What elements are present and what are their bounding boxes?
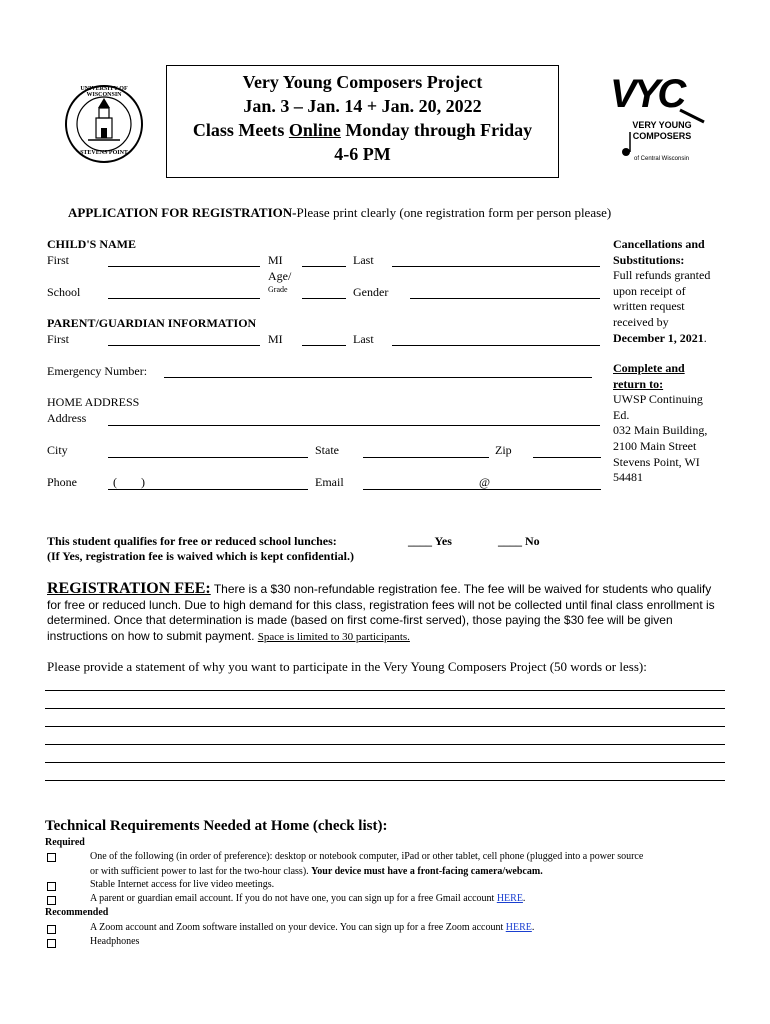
address-field[interactable] — [108, 425, 600, 426]
req3-text: A parent or guardian email account. If you do not have one, you can sign up for a free Gmail account HERE. — [90, 893, 526, 904]
statement-prompt: Please provide a statement of why you want to participate in the Very Young Composers Project (50 words or less): — [47, 659, 647, 674]
cancellations-box — [613, 237, 738, 346]
cancel-title-1: Cancellations and — [613, 237, 705, 251]
child-mi-label: MI — [268, 253, 283, 267]
phone-label: Phone — [47, 475, 77, 489]
parent-last-field[interactable] — [392, 345, 600, 346]
rec2-checkbox[interactable] — [47, 939, 56, 948]
return-line-4: 2100 Main Street — [613, 438, 697, 453]
registration-fee-body: There is a $30 non-refundable registration fee. The fee will be waived for students who qualify for free or reduced lunch. Due to high demand for this class, registration fees will not be collected until final class enrollment is determined. Once that determination is made (based on first come-first served), those paying the $30 fee will be given instructions on how to submit payment. — [47, 582, 715, 643]
seal-top-text: UNIVERSITY OF WISCONSIN — [80, 86, 128, 98]
zip-label: Zip — [495, 443, 512, 457]
state-label: State — [315, 443, 339, 457]
req1-checkbox[interactable] — [47, 853, 56, 862]
cancel-line-3: written request — [613, 299, 685, 314]
age-label: Age/ — [268, 269, 292, 283]
logo-subtext: of Central Wisconsin — [634, 156, 690, 162]
title-box — [166, 65, 559, 178]
school-label: School — [47, 285, 81, 299]
email-at: @ — [479, 475, 491, 489]
gmail-here-link[interactable]: HERE — [496, 893, 523, 904]
return-line-5: Stevens Point, WI — [613, 454, 700, 469]
title-line-2: Jan. 3 – Jan. 14 + Jan. 20, 2022 — [243, 96, 482, 116]
parent-info-label: PARENT/GUARDIAN INFORMATION — [47, 316, 257, 330]
statement-line-6[interactable] — [45, 780, 725, 781]
registration-fee-heading: REGISTRATION FEE: — [47, 580, 211, 597]
parent-first-field[interactable] — [108, 345, 260, 346]
gender-field[interactable] — [410, 298, 600, 299]
logo-letters: VYC — [610, 72, 684, 116]
city-label: City — [47, 443, 68, 457]
grade-label: Grade — [268, 285, 288, 294]
child-first-label: First — [47, 253, 70, 267]
email-field[interactable] — [363, 489, 601, 490]
cancel-line-4: received by — [613, 314, 669, 329]
return-title-1: Complete and — [613, 361, 685, 375]
rec1-text: A Zoom account and Zoom software installed on your device. You can sign up for a free Zoom account HERE. — [90, 922, 535, 933]
cancel-title-2: Substitutions: — [613, 252, 685, 267]
parent-first-label: First — [47, 332, 70, 346]
registration-fee-paragraph — [47, 581, 727, 645]
title-line-4: 4-6 PM — [334, 144, 391, 164]
cancel-date: December 1, 2021. — [613, 330, 707, 345]
parent-last-label: Last — [353, 332, 374, 346]
address-label: Address — [47, 411, 87, 425]
return-title-2: return to: — [613, 376, 664, 391]
gender-label: Gender — [353, 285, 389, 299]
zoom-here-link[interactable]: HERE — [505, 922, 532, 933]
title-line-1: Very Young Composers Project — [242, 72, 483, 92]
return-line-1: UWSP Continuing — [613, 392, 703, 407]
return-box — [613, 361, 738, 486]
phone-field[interactable] — [108, 489, 308, 490]
lunch-no[interactable]: ____ No — [498, 534, 540, 548]
statement-line-5[interactable] — [45, 762, 725, 763]
rec1-checkbox[interactable] — [47, 925, 56, 934]
statement-line-2[interactable] — [45, 708, 725, 709]
childs-name-label: CHILD'S NAME — [47, 237, 137, 251]
emergency-label: Emergency Number: — [47, 364, 148, 378]
emergency-field[interactable] — [164, 377, 592, 378]
registration-limit: Space is limited to 30 participants. — [257, 630, 410, 643]
return-line-3: 032 Main Building, — [613, 423, 708, 438]
return-line-2: Ed. — [613, 407, 630, 422]
school-field[interactable] — [108, 298, 260, 299]
application-heading: APPLICATION FOR REGISTRATION-Please print clearly (one registration form per person please) — [68, 205, 612, 220]
university-seal — [64, 84, 144, 164]
email-label: Email — [315, 475, 344, 489]
lunch-line-2: (If Yes, registration fee is waived which is kept confidential.) — [47, 549, 354, 563]
state-field[interactable] — [363, 457, 489, 458]
seal-bottom-text: STEVENS POINT — [80, 150, 128, 156]
statement-line-4[interactable] — [45, 744, 725, 745]
parent-mi-label: MI — [268, 332, 283, 346]
home-address-label: HOME ADDRESS — [47, 395, 140, 409]
zip-field[interactable] — [533, 457, 601, 458]
return-line-6: 54481 — [613, 470, 643, 485]
child-mi-field[interactable] — [302, 266, 346, 267]
logo-text: VERY YOUNG COMPOSERS — [632, 120, 692, 141]
vyc-logo — [610, 70, 710, 175]
child-last-label: Last — [353, 253, 374, 267]
statement-line-1[interactable] — [45, 690, 725, 691]
recommended-label: Recommended — [45, 907, 109, 918]
statement-line-3[interactable] — [45, 726, 725, 727]
age-grade-field[interactable] — [302, 298, 346, 299]
parent-mi-field[interactable] — [302, 345, 346, 346]
required-label: Required — [45, 837, 85, 848]
req2-text: Stable Internet access for live video meetings. — [90, 879, 275, 890]
rec2-text: Headphones — [90, 936, 140, 947]
req2-checkbox[interactable] — [47, 882, 56, 891]
city-field[interactable] — [108, 457, 308, 458]
cancel-line-1: Full refunds granted — [613, 268, 711, 283]
tech-heading: Technical Requirements Needed at Home (check list): — [45, 818, 388, 834]
title-line-3: Class Meets Online Monday through Friday — [192, 120, 533, 140]
child-first-field[interactable] — [108, 266, 260, 267]
lunch-line-1: This student qualifies for free or reduced school lunches: — [47, 534, 337, 548]
cancel-line-2: upon receipt of — [613, 283, 686, 298]
req1-text: One of the following (in order of preference): desktop or notebook computer, iPad or other tablet, cell phone (plugged into a power source or with sufficient power to last for the two-hour class). Your device must have a front-facing camera/webcam. — [90, 851, 644, 877]
phone-paren: ( ) — [113, 475, 145, 489]
lunch-yes[interactable]: ____ Yes — [408, 534, 452, 548]
child-last-field[interactable] — [392, 266, 600, 267]
req3-checkbox[interactable] — [47, 896, 56, 905]
